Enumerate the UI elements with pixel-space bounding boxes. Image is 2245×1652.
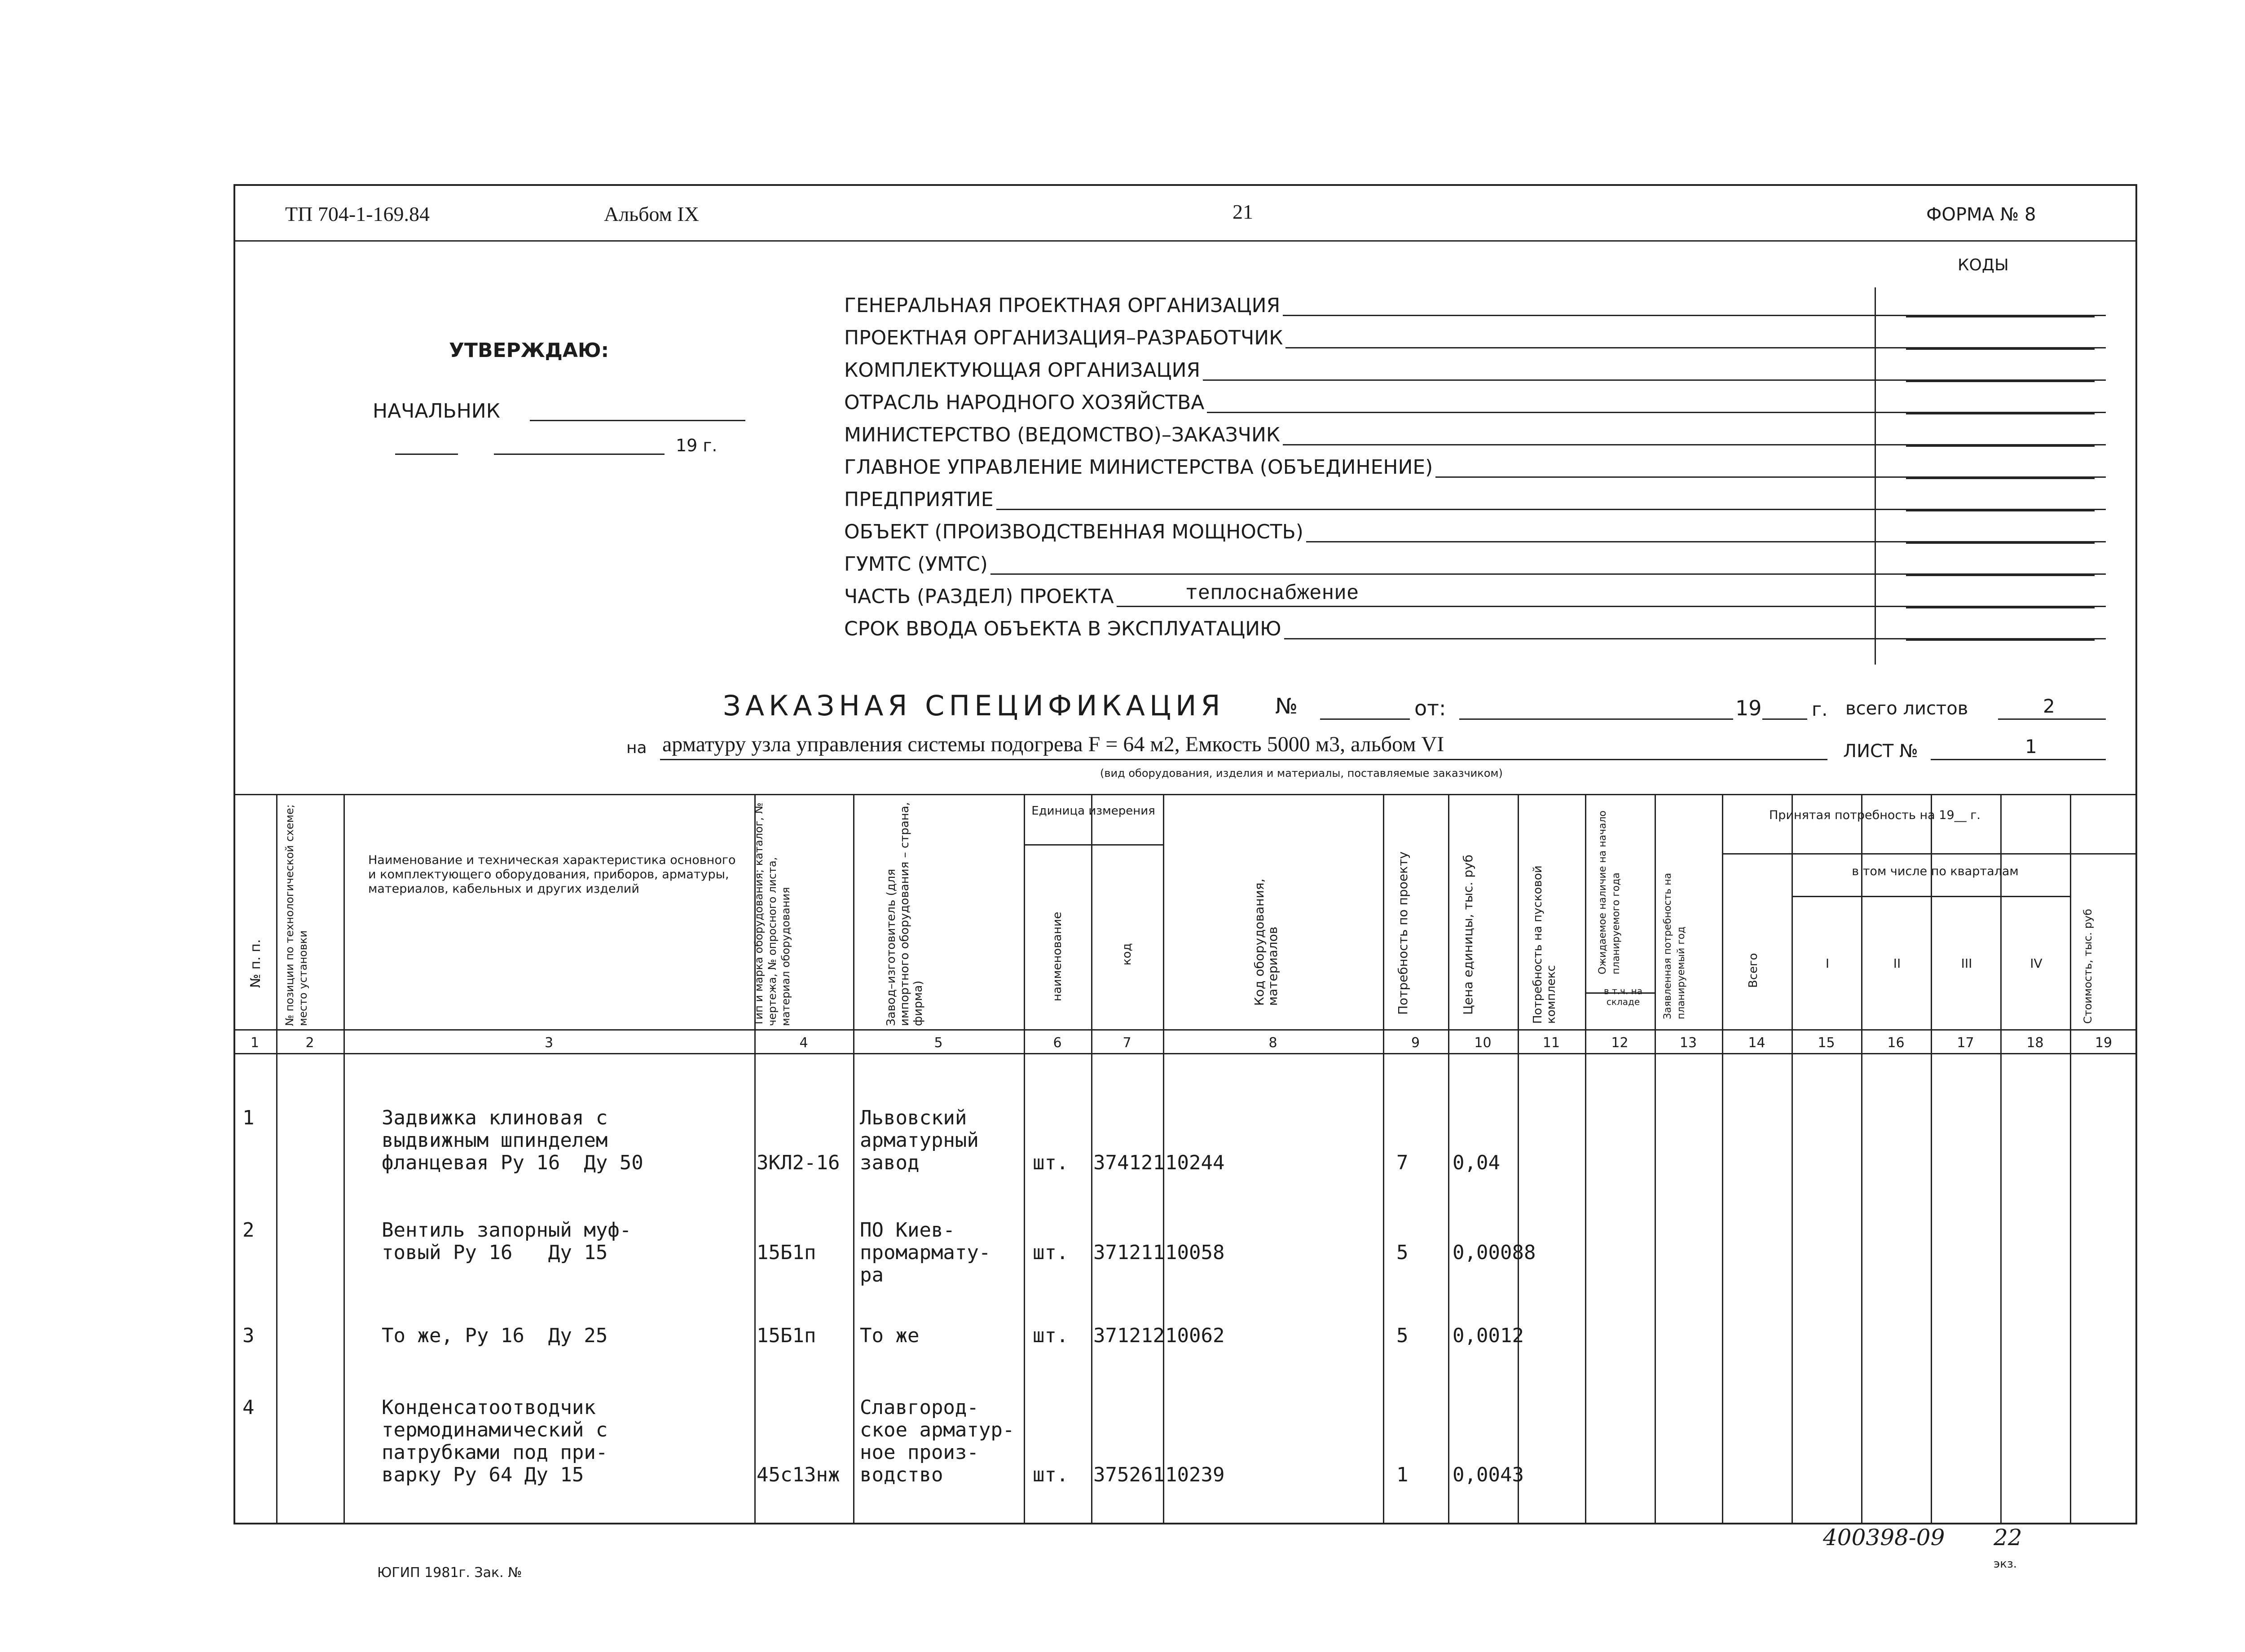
item-qty: 7 xyxy=(1396,1151,1409,1174)
spec-from-label: от: xyxy=(1414,696,1446,720)
sheet-label: ЛИСТ № xyxy=(1843,741,1918,762)
unit-name: шт. xyxy=(1033,1151,1069,1174)
code-cell[interactable] xyxy=(1906,365,2095,382)
table-column-divider xyxy=(2000,794,2002,1524)
code-cell[interactable] xyxy=(1906,526,2095,544)
table-top xyxy=(233,794,2137,795)
spec-subject: арматуру узла управления системы подогрева F = 64 м2, Емкость 5000 м3, альбом VI xyxy=(662,732,1444,756)
column-number: 13 xyxy=(1679,1035,1697,1051)
org-field-label: ОБЪЕКТ (ПРОИЗВОДСТВЕННАЯ МОЩНОСТЬ) xyxy=(844,520,1306,543)
item-maker: То же xyxy=(860,1324,920,1347)
col-head-18: Стоимость, тыс. руб xyxy=(2082,908,2094,1024)
spec-number-label: № xyxy=(1275,694,1298,719)
item-qty: 5 xyxy=(1396,1241,1409,1264)
code-cell[interactable] xyxy=(1906,332,2095,350)
unit-code: 371211 xyxy=(1093,1241,1165,1264)
sheet-line xyxy=(1931,759,2106,760)
org-field-label: ОТРАСЛЬ НАРОДНОГО ХОЗЯЙСТВА xyxy=(844,391,1207,414)
unit-code: 371212 xyxy=(1093,1324,1165,1347)
header-rule xyxy=(233,240,2137,242)
item-type: 45с13нж xyxy=(757,1463,840,1486)
column-number: 2 xyxy=(305,1035,314,1051)
item-qty: 1 xyxy=(1396,1463,1409,1486)
item-price: 0,0012 xyxy=(1453,1324,1524,1347)
table-column-divider xyxy=(1792,794,1793,1524)
form-label: ФОРМА № 8 xyxy=(1926,204,2036,225)
column-number: 16 xyxy=(1887,1035,1905,1051)
code-cell[interactable] xyxy=(1906,623,2095,641)
table-column-divider xyxy=(1931,794,1932,1524)
org-field-label: ГУМТС (УМТС) xyxy=(844,553,990,576)
column-number: 7 xyxy=(1122,1035,1131,1051)
column-number: 5 xyxy=(934,1035,943,1051)
chief-label: НАЧАЛЬНИК xyxy=(373,400,500,423)
col-head-7: код xyxy=(1120,943,1134,965)
table-column-divider xyxy=(1024,794,1025,1524)
date-month-line xyxy=(494,454,665,455)
code-cell[interactable] xyxy=(1906,559,2095,576)
approve-label: УТВЕРЖДАЮ: xyxy=(449,339,609,362)
column-number: 14 xyxy=(1748,1035,1765,1051)
table-header-bottom xyxy=(233,1029,2137,1031)
col-head-12: Ожидаемое наличие на начало планируемого года xyxy=(1597,810,1622,974)
row-number: 2 xyxy=(242,1219,255,1242)
total-sheets-label: всего листов xyxy=(1845,698,1968,719)
row-number: 1 xyxy=(242,1106,255,1129)
item-price: 0,04 xyxy=(1453,1151,1500,1174)
spec-subject-note: (вид оборудования, изделия и материалы, поставляемые заказчиком) xyxy=(1100,767,1503,780)
unit-code: 375261 xyxy=(1093,1463,1165,1486)
column-number: 10 xyxy=(1474,1035,1492,1051)
column-number: 4 xyxy=(799,1035,808,1051)
spec-year-label: 19 xyxy=(1735,696,1762,720)
row-number: 4 xyxy=(242,1396,255,1419)
table-column-divider xyxy=(2070,794,2071,1524)
spec-date-line xyxy=(1459,718,1733,720)
item-code: 10062 xyxy=(1165,1324,1225,1347)
col-head-12-sub: в т.ч. на складе xyxy=(1603,986,1642,1007)
item-type: ЗКЛ2-16 xyxy=(757,1151,840,1174)
item-name: Вентиль запорный муф- товый Ру 16 Ду 15 xyxy=(382,1219,632,1264)
item-type: 15Б1п xyxy=(757,1324,816,1347)
table-column-divider xyxy=(853,794,854,1524)
org-field-label: СРОК ВВОДА ОБЪЕКТА В ЭКСПЛУАТАЦИЮ xyxy=(844,617,1284,640)
col-head-q2: II xyxy=(1893,956,1901,971)
unit-code: 374121 xyxy=(1093,1151,1165,1174)
column-number: 11 xyxy=(1542,1035,1560,1051)
table-column-divider xyxy=(1091,794,1092,1524)
table-column-divider xyxy=(343,794,345,1524)
column-number: 12 xyxy=(1611,1035,1629,1051)
org-field-value[interactable]: теплоснабжение xyxy=(1185,582,1359,605)
column-number: 9 xyxy=(1411,1035,1420,1051)
table-header-subrule xyxy=(1024,844,1163,846)
table-numbers-bottom xyxy=(233,1053,2137,1054)
unit-name: шт. xyxy=(1033,1241,1069,1264)
unit-name: шт. xyxy=(1033,1324,1069,1347)
item-name: То же, Ру 16 Ду 25 xyxy=(382,1324,608,1347)
org-field-label: ГЛАВНОЕ УПРАВЛЕНИЕ МИНИСТЕРСТВА (ОБЪЕДИНЕНИЕ) xyxy=(844,456,1435,479)
col-head-5: Завод–изготовитель (для импортного оборудования – страна, фирма) xyxy=(885,802,925,1026)
chief-signature-line xyxy=(530,420,745,421)
column-number: 18 xyxy=(2026,1035,2044,1051)
table-column-divider xyxy=(1655,794,1656,1524)
spec-title: ЗАКАЗНАЯ СПЕЦИФИКАЦИЯ xyxy=(723,689,1225,722)
code-cell[interactable] xyxy=(1906,591,2095,608)
col-head-1: № п. п. xyxy=(248,939,264,988)
table-header-subrule xyxy=(1792,896,2070,897)
spec-year-suffix: г. xyxy=(1812,698,1828,720)
code-cell[interactable] xyxy=(1906,300,2095,317)
item-maker: ПО Киев- промарматy- ра xyxy=(860,1219,991,1286)
item-name: Задвижка клиновая с выдвижным шпинделем фланцевая Ру 16 Ду 50 xyxy=(382,1106,643,1174)
item-type: 15Б1п xyxy=(757,1241,816,1264)
table-column-divider xyxy=(1585,794,1586,1524)
table-column-divider xyxy=(1448,794,1449,1524)
spec-year-line xyxy=(1762,718,1807,720)
col-head-2: № позиции по технологической схеме; место установки xyxy=(283,804,309,1026)
code-cell[interactable] xyxy=(1906,462,2095,479)
col-head-q4: IV xyxy=(2030,956,2043,971)
item-code: 10058 xyxy=(1165,1241,1225,1264)
unit-name: шт. xyxy=(1033,1463,1069,1486)
code-cell[interactable] xyxy=(1906,397,2095,414)
approval-year: 19 г. xyxy=(676,436,718,455)
item-qty: 5 xyxy=(1396,1324,1409,1347)
col-head-13: Заявленная потребность на планируемый год xyxy=(1662,872,1687,1019)
sheet-value: 1 xyxy=(2025,736,2037,758)
item-code: 10239 xyxy=(1165,1463,1225,1486)
page-number: 21 xyxy=(1233,200,1253,223)
col-head-3: Наименование и техническая характеристика основного и комплектующего оборудования, приборов, арматуры, материалов, кабельных и других изделий xyxy=(368,853,736,896)
doc-code: ТП 704-1-169.84 xyxy=(285,203,430,225)
item-price: 0,00088 xyxy=(1453,1241,1536,1264)
table-column-divider xyxy=(1518,794,1519,1524)
column-number: 8 xyxy=(1268,1035,1277,1051)
col-head-unit-group: Единица измерения xyxy=(1031,804,1155,818)
column-number: 3 xyxy=(544,1035,554,1051)
column-number: 6 xyxy=(1053,1035,1062,1051)
col-head-8: Код оборудования, материалов xyxy=(1252,878,1280,1006)
col-head-quarter-group: в том числе по кварталам xyxy=(1852,864,2019,878)
table-header-subrule xyxy=(1722,853,2137,855)
org-field-label: ГЕНЕРАЛЬНАЯ ПРОЕКТНАЯ ОРГАНИЗАЦИЯ xyxy=(844,294,1283,317)
org-field-label: КОМПЛЕКТУЮЩАЯ ОРГАНИЗАЦИЯ xyxy=(844,359,1203,382)
column-number: 17 xyxy=(1957,1035,1974,1051)
item-name: Конденсатоотводчик термодинамический с патрубками под при- варку Ру 64 Ду 15 xyxy=(382,1396,608,1486)
table-column-divider xyxy=(276,794,277,1524)
total-sheets-line xyxy=(1998,718,2106,720)
code-cell[interactable] xyxy=(1906,429,2095,447)
item-price: 0,0043 xyxy=(1453,1463,1524,1486)
item-code: 10244 xyxy=(1165,1151,1225,1174)
table-column-divider xyxy=(1722,794,1723,1524)
table-column-divider xyxy=(1861,794,1862,1524)
org-field-label: ЧАСТЬ (РАЗДЕЛ) ПРОЕКТА xyxy=(844,585,1117,608)
codes-label: КОДЫ xyxy=(1958,256,2009,274)
column-number: 19 xyxy=(2095,1035,2113,1051)
spec-subject-line xyxy=(660,759,1827,760)
spec-number-line xyxy=(1320,718,1410,720)
column-number: 15 xyxy=(1818,1035,1835,1051)
table-column-divider xyxy=(1383,794,1384,1524)
item-maker: Львовский арматурный завод xyxy=(860,1106,979,1174)
copy-note: экз. xyxy=(1994,1557,2017,1571)
col-head-q3: III xyxy=(1961,956,1972,971)
sheet-number: 22 xyxy=(1994,1524,2022,1551)
col-head-14: Всего xyxy=(1747,953,1760,988)
col-head-6: наименование xyxy=(1051,912,1064,1001)
total-sheets-value: 2 xyxy=(2043,695,2055,717)
column-number: 1 xyxy=(250,1035,260,1051)
col-head-11: Потребность на пусковой комплекс xyxy=(1531,865,1558,1024)
spec-on-label: на xyxy=(626,739,647,757)
col-head-10: Цена единицы, тыс. руб xyxy=(1461,855,1475,1015)
col-head-plan-group: Принятая потребность на 19__ г. xyxy=(1769,808,1981,822)
col-head-4: Тип и марка оборудования; каталог, № чертежа, № опросного листа, материал оборудования xyxy=(753,802,792,1026)
row-number: 3 xyxy=(242,1324,255,1347)
album-label: Альбом IX xyxy=(604,203,699,225)
org-field-label: ПРЕДПРИЯТИЕ xyxy=(844,488,996,511)
date-day-line xyxy=(395,454,458,455)
print-note: ЮГИП 1981г. Зак. № xyxy=(377,1565,522,1581)
org-field-label: ПРОЕКТНАЯ ОРГАНИЗАЦИЯ–РАЗРАБОТЧИК xyxy=(844,326,1285,349)
item-maker: Славгород- ское арматур- ное произ- водство xyxy=(860,1396,1015,1486)
col-head-q1: I xyxy=(1825,956,1830,971)
col-head-9: Потребность по проекту xyxy=(1395,851,1410,1015)
inventory-number: 400398-09 xyxy=(1823,1524,1945,1551)
code-cell[interactable] xyxy=(1906,494,2095,511)
org-field-label: МИНИСТЕРСТВО (ВЕДОМСТВО)–ЗАКАЗЧИК xyxy=(844,423,1283,446)
codes-column-divider xyxy=(1875,287,1876,665)
